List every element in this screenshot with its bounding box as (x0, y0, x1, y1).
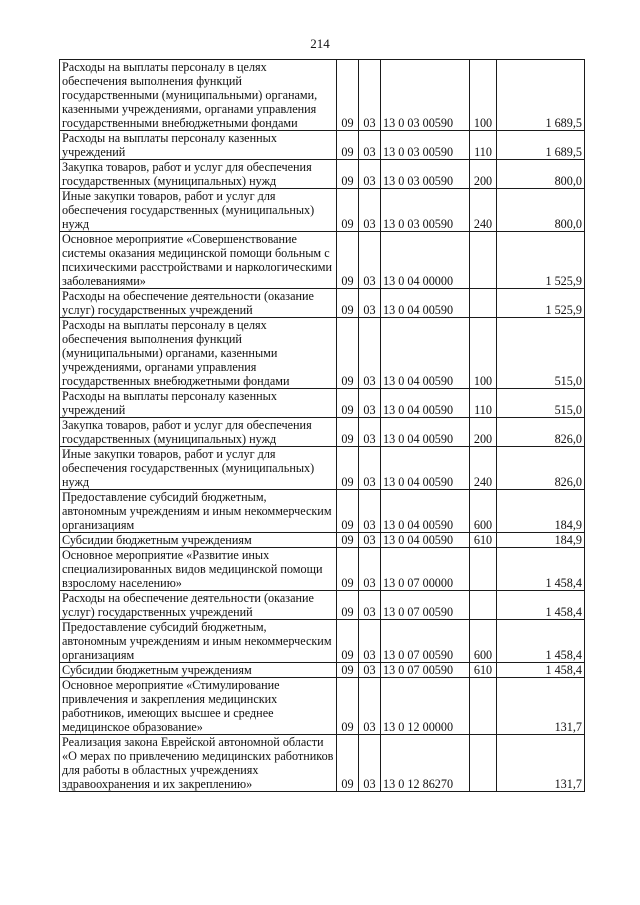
amount-cell: 515,0 (497, 318, 585, 389)
budget-table (59, 59, 585, 792)
target-article-cell: 13 0 12 00000 (381, 678, 470, 735)
target-article-cell: 13 0 03 00590 (381, 131, 470, 160)
expense-type-cell: 110 (470, 389, 497, 418)
subsection-code-cell: 03 (359, 490, 381, 533)
section-code-cell: 09 (337, 548, 359, 591)
expense-type-cell (470, 548, 497, 591)
amount-cell: 800,0 (497, 160, 585, 189)
subsection-code-cell: 03 (359, 160, 381, 189)
subsection-code-cell: 03 (359, 131, 381, 160)
amount-cell: 800,0 (497, 189, 585, 232)
target-article-cell: 13 0 07 00590 (381, 591, 470, 620)
subsection-code-cell: 03 (359, 289, 381, 318)
target-article-cell: 13 0 07 00000 (381, 548, 470, 591)
target-article-cell: 13 0 04 00590 (381, 318, 470, 389)
expense-type-cell (470, 591, 497, 620)
target-article-cell: 13 0 04 00000 (381, 232, 470, 289)
target-article-cell: 13 0 04 00590 (381, 533, 470, 548)
section-code-cell: 09 (337, 60, 359, 131)
target-article-cell: 13 0 04 00590 (381, 389, 470, 418)
amount-cell: 826,0 (497, 447, 585, 490)
section-code-cell: 09 (337, 131, 359, 160)
expense-name-cell: Расходы на выплаты персоналу казенных учреждений (60, 131, 337, 160)
expense-type-cell: 240 (470, 447, 497, 490)
target-article-cell: 13 0 04 00590 (381, 418, 470, 447)
section-code-cell: 09 (337, 289, 359, 318)
section-code-cell: 09 (337, 318, 359, 389)
expense-type-cell (470, 735, 497, 792)
expense-type-cell: 240 (470, 189, 497, 232)
target-article-cell: 13 0 07 00590 (381, 663, 470, 678)
section-code-cell: 09 (337, 189, 359, 232)
expense-name-cell: Расходы на выплаты персоналу в целях обеспечения выполнения функций (муниципальными) органами, казенными учреждениями, органами управления государственных внебюджетными фондами (60, 318, 337, 389)
expense-type-cell (470, 232, 497, 289)
expense-type-cell: 100 (470, 318, 497, 389)
amount-cell: 1 689,5 (497, 60, 585, 131)
table-row (60, 389, 585, 418)
subsection-code-cell: 03 (359, 533, 381, 548)
subsection-code-cell: 03 (359, 232, 381, 289)
subsection-code-cell: 03 (359, 620, 381, 663)
target-article-cell: 13 0 03 00590 (381, 160, 470, 189)
subsection-code-cell: 03 (359, 663, 381, 678)
amount-cell: 1 689,5 (497, 131, 585, 160)
table-row (60, 678, 585, 735)
subsection-code-cell: 03 (359, 447, 381, 490)
section-code-cell: 09 (337, 447, 359, 490)
table-row (60, 490, 585, 533)
table-row (60, 160, 585, 189)
amount-cell: 131,7 (497, 735, 585, 792)
expense-name-cell: Иные закупки товаров, работ и услуг для обеспечения государственных (муниципальных) нужд (60, 189, 337, 232)
section-code-cell: 09 (337, 160, 359, 189)
section-code-cell: 09 (337, 663, 359, 678)
subsection-code-cell: 03 (359, 591, 381, 620)
expense-name-cell: Реализация закона Еврейской автономной области «О мерах по привлечению медицинских работников для работы в областных учреждениях здравоохранения и их закреплению» (60, 735, 337, 792)
expense-type-cell (470, 678, 497, 735)
amount-cell: 1 525,9 (497, 232, 585, 289)
target-article-cell: 13 0 12 86270 (381, 735, 470, 792)
target-article-cell: 13 0 03 00590 (381, 189, 470, 232)
section-code-cell: 09 (337, 389, 359, 418)
table-row (60, 131, 585, 160)
expense-name-cell: Иные закупки товаров, работ и услуг для обеспечения государственных (муниципальных) нужд (60, 447, 337, 490)
expense-type-cell: 200 (470, 418, 497, 447)
subsection-code-cell: 03 (359, 735, 381, 792)
section-code-cell: 09 (337, 490, 359, 533)
section-code-cell: 09 (337, 678, 359, 735)
expense-name-cell: Предоставление субсидий бюджетным, автономным учреждениям и иным некоммерческим организациям (60, 490, 337, 533)
amount-cell: 1 458,4 (497, 591, 585, 620)
section-code-cell: 09 (337, 620, 359, 663)
expense-name-cell: Расходы на выплаты персоналу в целях обеспечения выполнения функций государственными (муниципальными) органами, казенными учреждениями, органами управления государственными внебюджетными фондами (60, 60, 337, 131)
expense-type-cell (470, 289, 497, 318)
subsection-code-cell: 03 (359, 60, 381, 131)
expense-name-cell: Расходы на выплаты персоналу казенных учреждений (60, 389, 337, 418)
table-row (60, 663, 585, 678)
subsection-code-cell: 03 (359, 318, 381, 389)
table-row (60, 189, 585, 232)
amount-cell: 131,7 (497, 678, 585, 735)
table-row (60, 591, 585, 620)
expense-type-cell: 100 (470, 60, 497, 131)
section-code-cell: 09 (337, 418, 359, 447)
table-row (60, 60, 585, 131)
section-code-cell: 09 (337, 533, 359, 548)
page-number: 214 (310, 36, 330, 51)
target-article-cell: 13 0 04 00590 (381, 490, 470, 533)
target-article-cell: 13 0 03 00590 (381, 60, 470, 131)
expense-name-cell: Субсидии бюджетным учреждениям (60, 533, 337, 548)
table-row (60, 318, 585, 389)
expense-name-cell: Основное мероприятие «Развитие иных специализированных видов медицинской помощи взрослому населению» (60, 548, 337, 591)
amount-cell: 515,0 (497, 389, 585, 418)
amount-cell: 184,9 (497, 533, 585, 548)
expense-name-cell: Расходы на обеспечение деятельности (оказание услуг) государственных учреждений (60, 591, 337, 620)
expense-name-cell: Субсидии бюджетным учреждениям (60, 663, 337, 678)
expense-type-cell: 600 (470, 620, 497, 663)
expense-name-cell: Закупка товаров, работ и услуг для обеспечения государственных (муниципальных) нужд (60, 418, 337, 447)
expense-name-cell: Основное мероприятие «Стимулирование привлечения и закрепления медицинских работников, имеющих высшее и среднее медицинское образование» (60, 678, 337, 735)
expense-name-cell: Расходы на обеспечение деятельности (оказание услуг) государственных учреждений (60, 289, 337, 318)
expense-name-cell: Закупка товаров, работ и услуг для обеспечения государственных (муниципальных) нужд (60, 160, 337, 189)
section-code-cell: 09 (337, 735, 359, 792)
subsection-code-cell: 03 (359, 548, 381, 591)
table-row (60, 289, 585, 318)
expense-type-cell: 110 (470, 131, 497, 160)
section-code-cell: 09 (337, 591, 359, 620)
subsection-code-cell: 03 (359, 189, 381, 232)
amount-cell: 184,9 (497, 490, 585, 533)
expense-name-cell: Основное мероприятие «Совершенствование системы оказания медицинской помощи больным с психическими расстройствами и наркологическими заболеваниями» (60, 232, 337, 289)
table-body (60, 60, 585, 792)
target-article-cell: 13 0 04 00590 (381, 447, 470, 490)
subsection-code-cell: 03 (359, 389, 381, 418)
section-code-cell: 09 (337, 232, 359, 289)
subsection-code-cell: 03 (359, 678, 381, 735)
expense-name-cell: Предоставление субсидий бюджетным, автономным учреждениям и иным некоммерческим организациям (60, 620, 337, 663)
table-row (60, 533, 585, 548)
expense-type-cell: 600 (470, 490, 497, 533)
target-article-cell: 13 0 07 00590 (381, 620, 470, 663)
target-article-cell: 13 0 04 00590 (381, 289, 470, 318)
expense-type-cell: 200 (470, 160, 497, 189)
table-row (60, 620, 585, 663)
amount-cell: 1 458,4 (497, 663, 585, 678)
amount-cell: 826,0 (497, 418, 585, 447)
amount-cell: 1 525,9 (497, 289, 585, 318)
amount-cell: 1 458,4 (497, 620, 585, 663)
table-row (60, 232, 585, 289)
table-row (60, 548, 585, 591)
amount-cell: 1 458,4 (497, 548, 585, 591)
table-row (60, 447, 585, 490)
expense-type-cell: 610 (470, 663, 497, 678)
table-row (60, 418, 585, 447)
subsection-code-cell: 03 (359, 418, 381, 447)
expense-type-cell: 610 (470, 533, 497, 548)
table-row (60, 735, 585, 792)
